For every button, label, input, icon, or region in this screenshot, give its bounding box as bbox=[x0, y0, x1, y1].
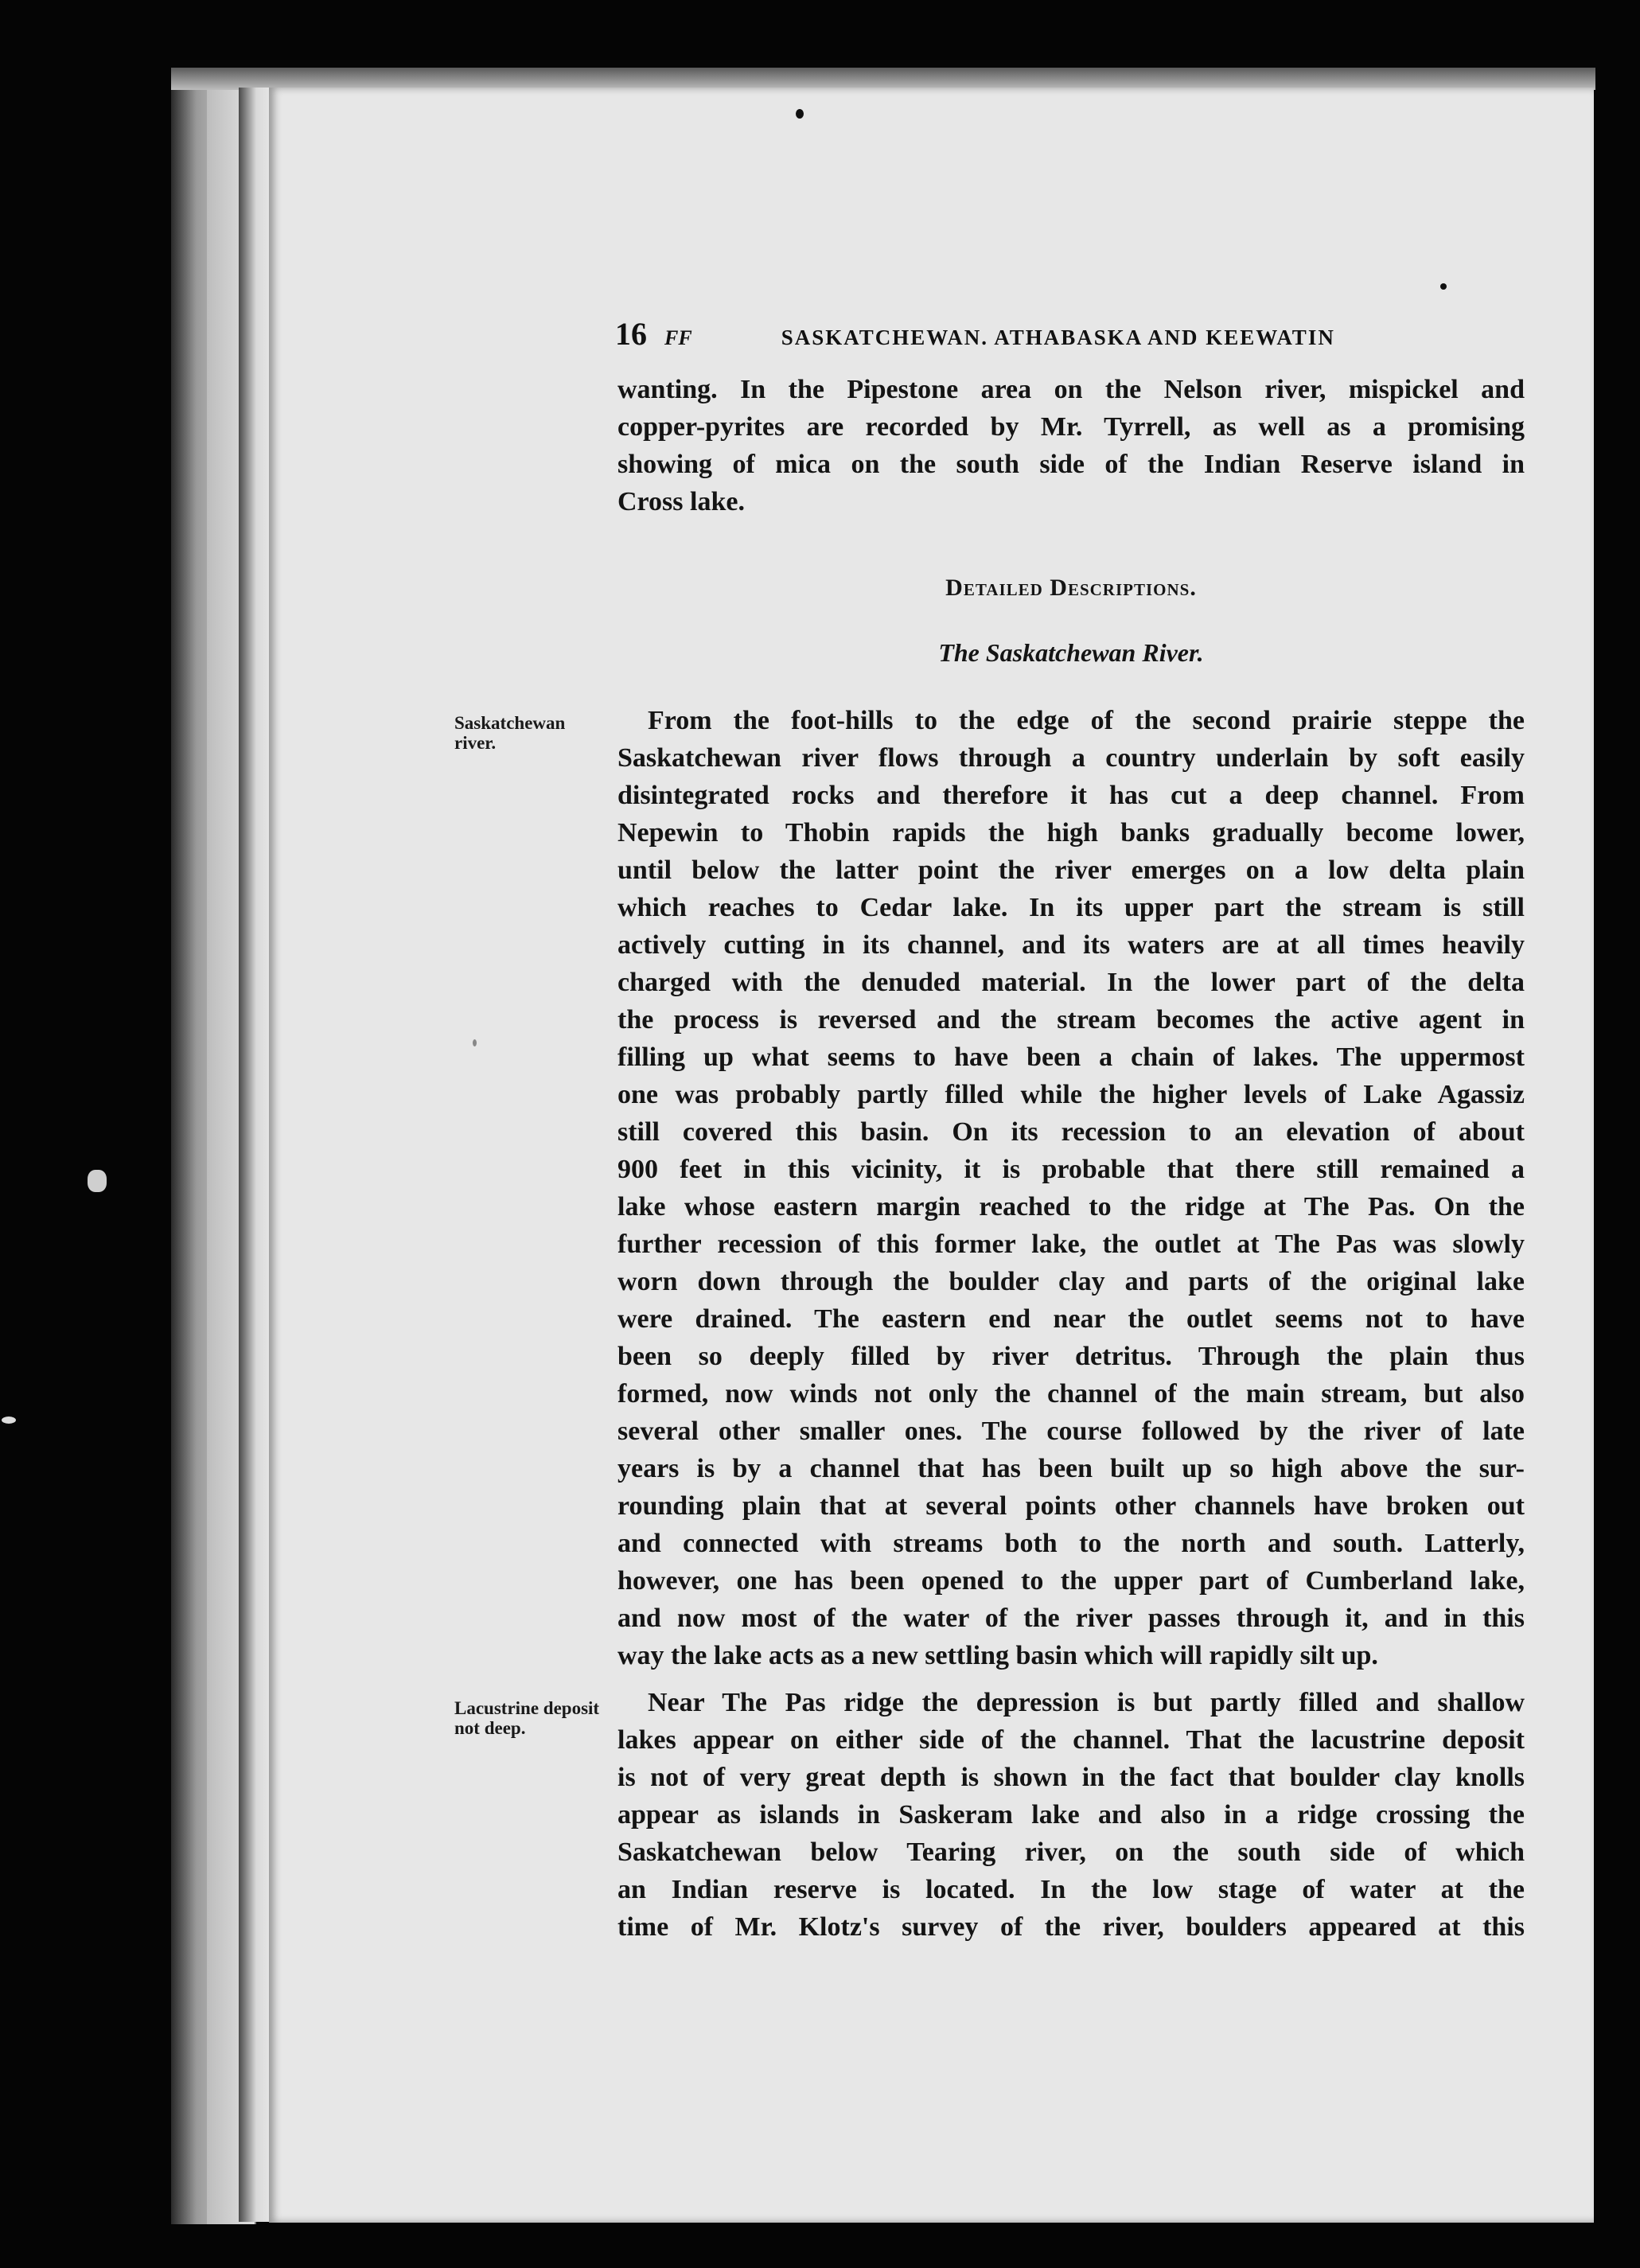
text-line: copper-pyrites are recorded by Mr. Tyrrell, as well as a promising bbox=[617, 412, 1525, 442]
text-line: filling up what seems to have been a chain of lakes. The uppermost bbox=[617, 1042, 1525, 1072]
text-line: worn down through the boulder clay and parts of the original lake bbox=[617, 1267, 1525, 1296]
text-line: which reaches to Cedar lake. In its upper part the stream is still bbox=[617, 893, 1525, 922]
text-line: showing of mica on the south side of the Indian Reserve island in bbox=[617, 450, 1525, 479]
text-line: is not of very great depth is shown in the fact that boulder clay knolls bbox=[617, 1763, 1525, 1792]
text-line: the process is reversed and the stream becomes the active agent in bbox=[617, 1005, 1525, 1035]
speck bbox=[2, 1417, 16, 1424]
text-line: rounding plain that at several points other channels have broken out bbox=[617, 1491, 1525, 1521]
text-line: formed, now winds not only the channel of the main stream, but also bbox=[617, 1379, 1525, 1409]
running-head bbox=[615, 315, 1411, 353]
speck bbox=[796, 109, 804, 119]
text-line: lake whose eastern margin reached to the ridge at The Pas. On the bbox=[617, 1192, 1525, 1222]
speck bbox=[473, 1039, 477, 1046]
text-line: actively cutting in its channel, and its waters are at all times heavily bbox=[617, 930, 1525, 960]
text-line: wanting. In the Pipestone area on the Nelson river, mispickel and bbox=[617, 375, 1525, 404]
text-line: Saskatchewan river flows through a country underlain by soft easily bbox=[617, 743, 1525, 773]
text-line: Saskatchewan below Tearing river, on the south side of which bbox=[617, 1837, 1525, 1867]
text-line: charged with the denuded material. In the lower part of the delta bbox=[617, 968, 1525, 997]
text-line: and now most of the water of the river passes through it, and in this bbox=[617, 1604, 1525, 1633]
page-top-strip bbox=[171, 68, 1595, 90]
text-line: and connected with streams both to the north and south. Latterly, bbox=[617, 1529, 1525, 1558]
text-line: an Indian reserve is located. In the low stage of water at the bbox=[617, 1875, 1525, 1904]
speck bbox=[1440, 283, 1447, 290]
text-line: way the lake acts as a new settling basin which will rapidly silt up. bbox=[617, 1641, 1378, 1670]
text-line: until below the latter point the river emerges on a low delta plain bbox=[617, 855, 1525, 885]
text-line: one was probably partly filled while the higher levels of Lake Agassiz bbox=[617, 1080, 1525, 1109]
page-number: 16 bbox=[615, 316, 647, 352]
saskatchewan-paragraph bbox=[617, 702, 1525, 1674]
text-line: Nepewin to Thobin rapids the high banks gradually become lower, bbox=[617, 818, 1525, 848]
text-line: Cross lake. bbox=[617, 487, 745, 516]
text-line: 900 feet in this vicinity, it is probable that there still remained a bbox=[617, 1155, 1525, 1184]
text-line: time of Mr. Klotz's survey of the river, boulders appeared at this bbox=[617, 1912, 1525, 1942]
margin-note-lacustrine: Lacustrine deposit not deep. bbox=[454, 1698, 600, 1738]
page-signature: FF bbox=[664, 326, 692, 349]
margin-note-saskatchewan: Saskatchewan river. bbox=[454, 713, 566, 753]
text-line: been so deeply filled by river detritus. Through the plain thus bbox=[617, 1342, 1525, 1371]
text-line: lakes appear on either side of the channel. That the lacustrine deposit bbox=[617, 1725, 1525, 1755]
page-edge-front bbox=[239, 88, 272, 2222]
text-line: From the foot-hills to the edge of the second prairie steppe the bbox=[648, 706, 1525, 735]
text-line: years is by a channel that has been built up so high above the sur- bbox=[617, 1454, 1525, 1483]
text-line: Near The Pas ridge the depression is but partly filled and shallow bbox=[648, 1688, 1525, 1717]
text-line: further recession of this former lake, the outlet at The Pas was slowly bbox=[617, 1229, 1525, 1259]
text-line: several other smaller ones. The course followed by the river of late bbox=[617, 1417, 1525, 1446]
subsection-heading: The Saskatchewan River. bbox=[938, 638, 1204, 667]
text-line: however, one has been opened to the upper part of Cumberland lake, bbox=[617, 1566, 1525, 1596]
text-line: appear as islands in Saskeram lake and also in a ridge crossing the bbox=[617, 1800, 1525, 1830]
text-line: disintegrated rocks and therefore it has cut a deep channel. From bbox=[617, 781, 1525, 810]
intro-paragraph bbox=[617, 371, 1525, 520]
running-title: SASKATCHEWAN. ATHABASKA AND KEEWATIN bbox=[781, 325, 1335, 349]
lacustrine-paragraph bbox=[617, 1684, 1525, 1946]
speck bbox=[88, 1170, 107, 1192]
text-line: were drained. The eastern end near the outlet seems not to have bbox=[617, 1304, 1525, 1334]
text-line: still covered this basin. On its recession to an elevation of about bbox=[617, 1117, 1525, 1147]
section-heading: Detailed Descriptions. bbox=[945, 575, 1197, 601]
